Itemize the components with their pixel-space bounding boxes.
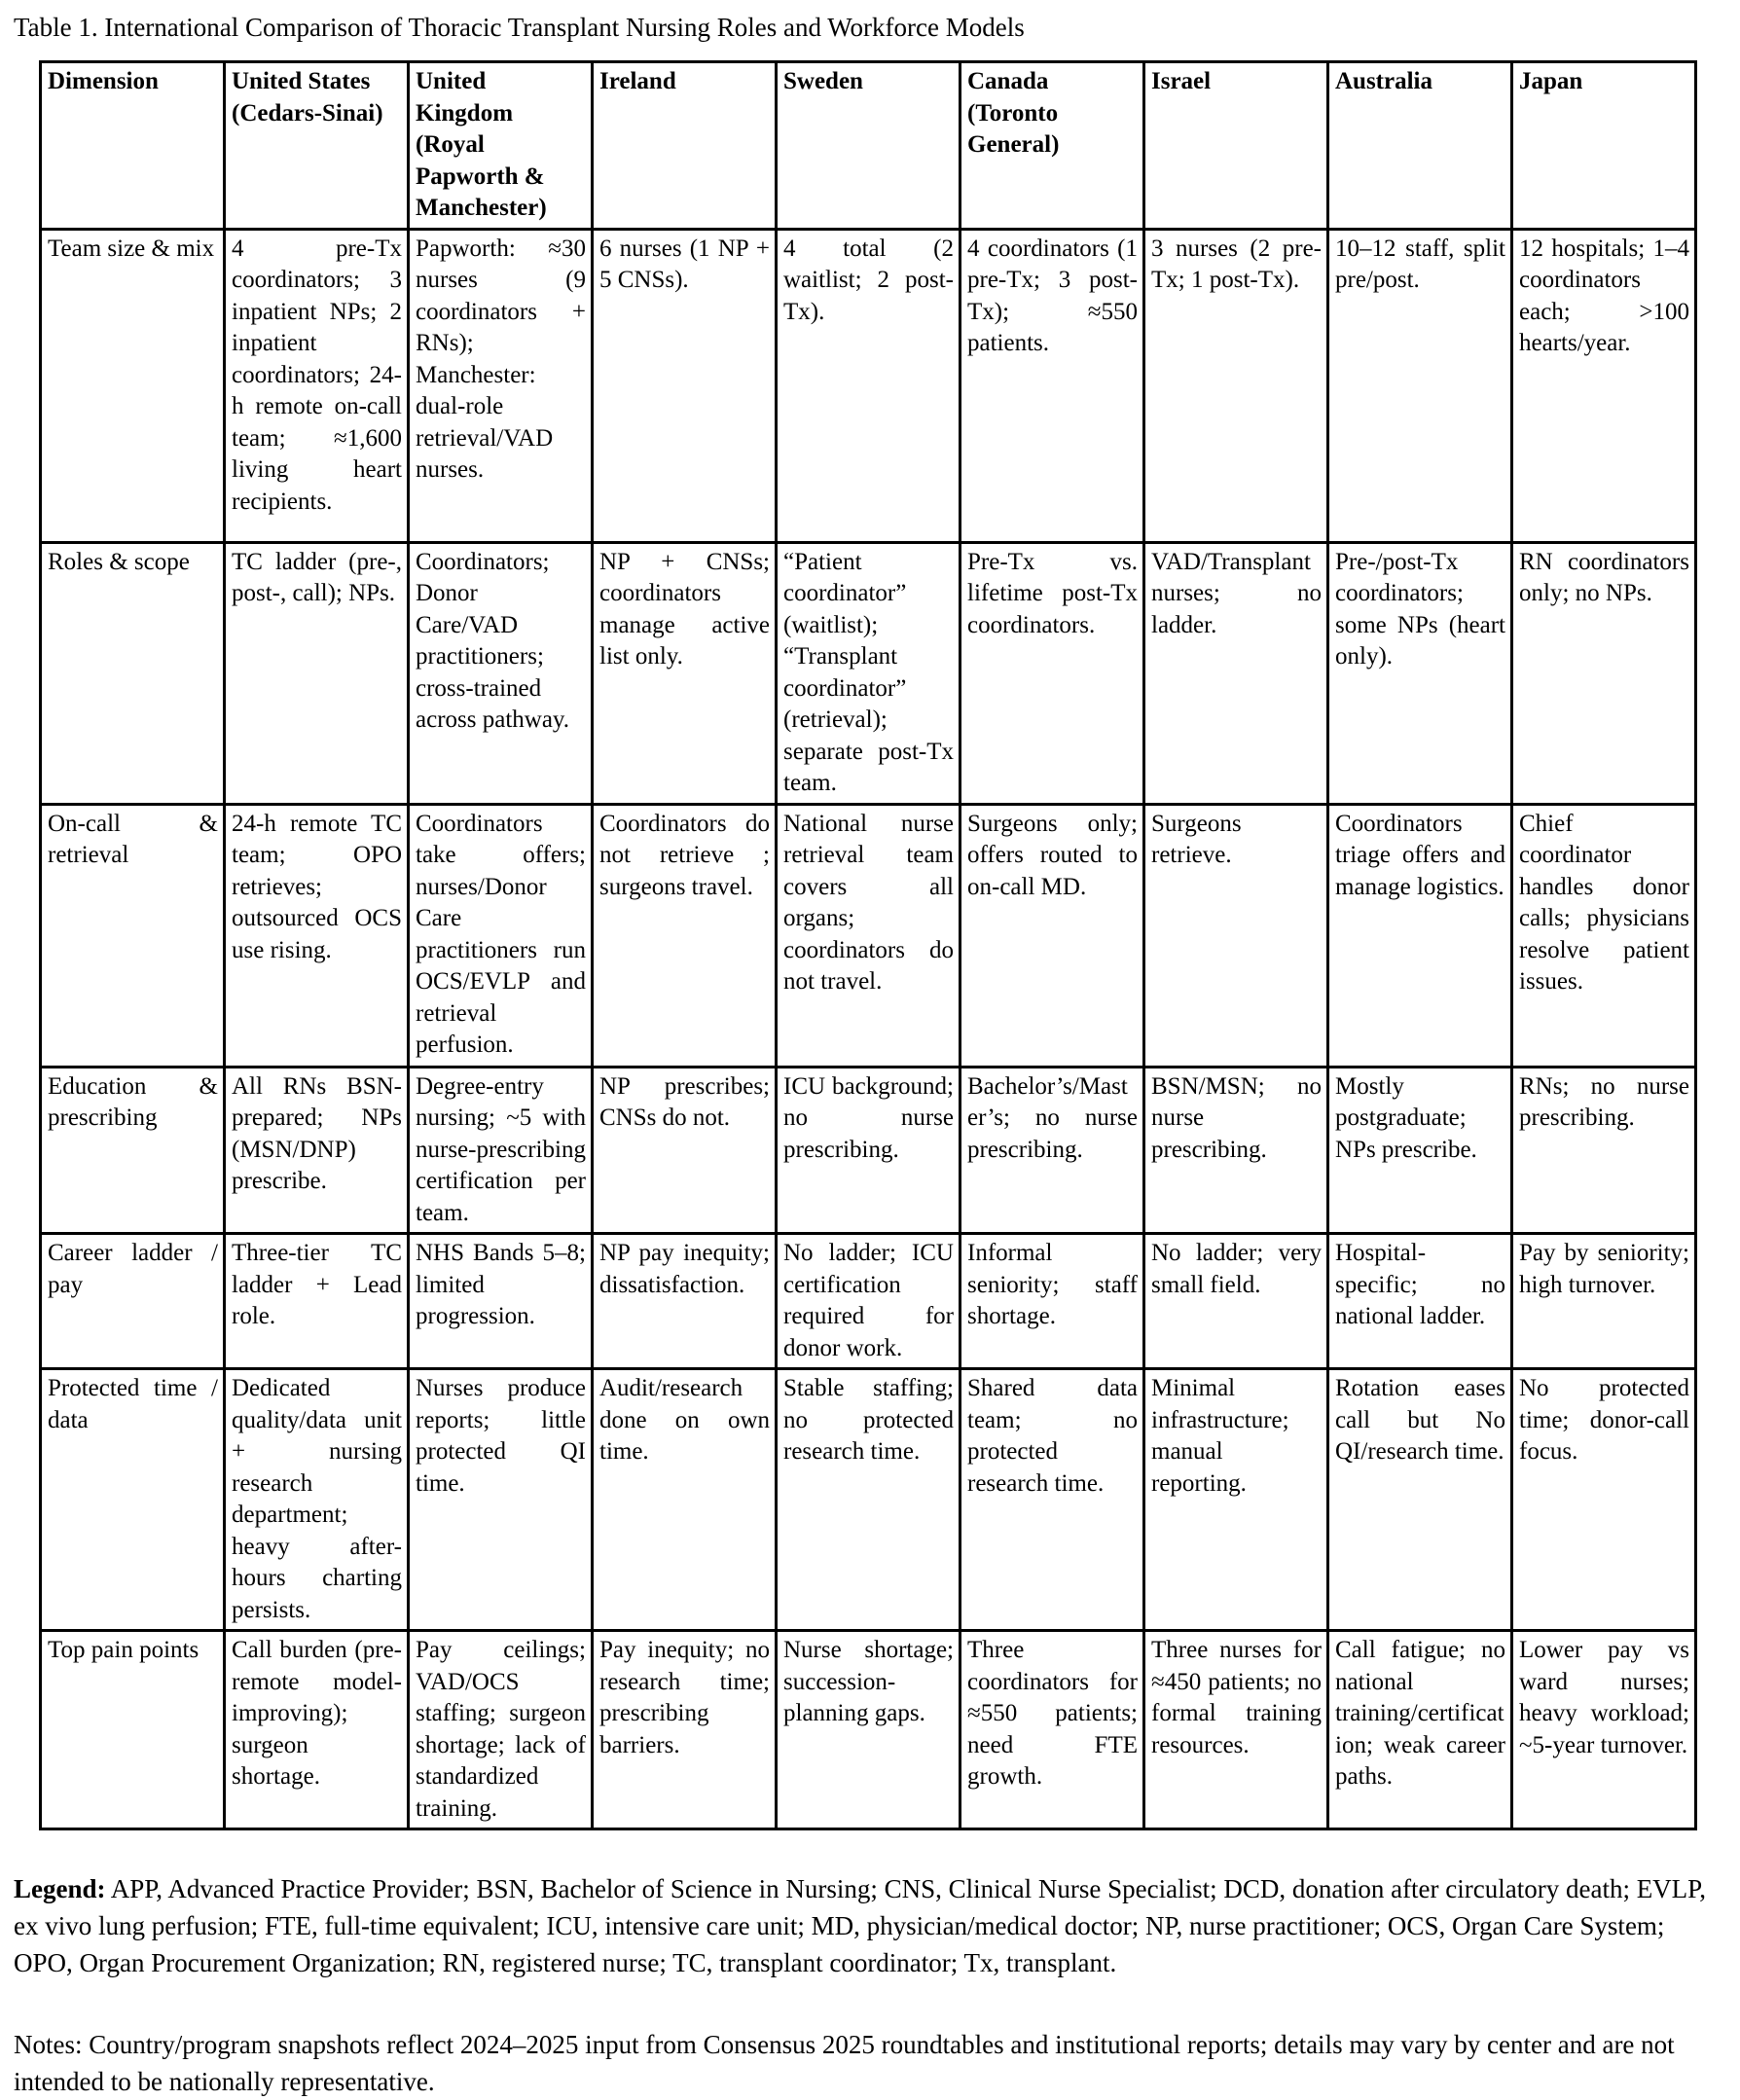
table-cell: Pay inequity; no research time; prescribing barriers. bbox=[593, 1631, 777, 1829]
table-cell: Pay by seniority; high turnover. bbox=[1512, 1234, 1696, 1369]
row-label-career-ladder-pay: Career ladder / pay bbox=[41, 1234, 225, 1369]
row-label-top-pain-points: Top pain points bbox=[41, 1631, 225, 1829]
table-row-career-ladder-pay bbox=[41, 1234, 1696, 1369]
table-cell: Bachelor’s/Master’s; no nurse prescribing. bbox=[961, 1067, 1144, 1234]
table-cell: BSN/MSN; no nurse prescribing. bbox=[1144, 1067, 1328, 1234]
table-cell: National nurse retrieval team covers all organs; coordinators do not travel. bbox=[777, 804, 961, 1067]
table-cell: No protected time; donor-call focus. bbox=[1512, 1369, 1696, 1631]
table-row-protected-time-data bbox=[41, 1369, 1696, 1631]
table-cell: Stable staffing; no protected research time. bbox=[777, 1369, 961, 1631]
table-cell: 4 pre-Tx coordinators; 3 inpatient NPs; 2 inpatient coordinators; 24-h remote on-call team; ≈1,600 living heart recipients. bbox=[225, 229, 409, 542]
table-row-roles-scope bbox=[41, 542, 1696, 804]
table-cell: Coordinators take offers; nurses/Donor Care practitioners run OCS/EVLP and retrieval perfusion. bbox=[409, 804, 593, 1067]
table-cell: RN coordinators only; no NPs. bbox=[1512, 542, 1696, 804]
column-header-australia: Australia bbox=[1328, 62, 1512, 230]
table-cell: Shared data team; no protected research time. bbox=[961, 1369, 1144, 1631]
table-row-on-call-retrieval bbox=[41, 804, 1696, 1067]
table-cell: Lower pay vs ward nurses; heavy workload; ~5-year turnover. bbox=[1512, 1631, 1696, 1829]
legend-text: APP, Advanced Practice Provider; BSN, Bachelor of Science in Nursing; CNS, Clinical Nurse Specialist; DCD, donation after circulatory death; EVLP, ex vivo lung perfusion; FTE, full-time equivalent; ICU, intensive care unit; MD, physician/medical doctor; NP, nurse practitioner; OCS, Organ Care System; OPO, Organ Procurement Organization; RN, registered nurse; TC, transplant coordinator; Tx, transplant. bbox=[14, 1874, 1706, 1977]
table-cell: 12 hospitals; 1–4 coordinators each; >100 hearts/year. bbox=[1512, 229, 1696, 542]
column-header-canada: Canada (Toronto General) bbox=[961, 62, 1144, 230]
table-cell: Call fatigue; no national training/certification; weak career paths. bbox=[1328, 1631, 1512, 1829]
legend bbox=[14, 1871, 1722, 1981]
table-cell: Three-tier TC ladder + Lead role. bbox=[225, 1234, 409, 1369]
column-header-united-kingdom: United Kingdom (Royal Papworth & Manchester) bbox=[409, 62, 593, 230]
table-cell: NHS Bands 5–8; limited progression. bbox=[409, 1234, 593, 1369]
table-cell: Audit/research done on own time. bbox=[593, 1369, 777, 1631]
table-cell: RNs; no nurse prescribing. bbox=[1512, 1067, 1696, 1234]
table-cell: Mostly postgraduate; NPs prescribe. bbox=[1328, 1067, 1512, 1234]
column-header-united-states: United States (Cedars-Sinai) bbox=[225, 62, 409, 230]
table-cell: Informal seniority; staff shortage. bbox=[961, 1234, 1144, 1369]
table-cell: Nurses produce reports; little protected QI time. bbox=[409, 1369, 593, 1631]
table-row-top-pain-points bbox=[41, 1631, 1696, 1829]
table-cell: Papworth: ≈30 nurses (9 coordinators + RNs); Manchester: dual-role retrieval/VAD nurses. bbox=[409, 229, 593, 542]
header-row bbox=[41, 62, 1696, 230]
table-cell: Coordinators; Donor Care/VAD practitioners; cross-trained across pathway. bbox=[409, 542, 593, 804]
row-label-roles-scope: Roles & scope bbox=[41, 542, 225, 804]
table-cell: Nurse shortage; succession-planning gaps. bbox=[777, 1631, 961, 1829]
column-header-japan: Japan bbox=[1512, 62, 1696, 230]
table-row-education-prescribing bbox=[41, 1067, 1696, 1234]
page-title: Table 1. International Comparison of Thoracic Transplant Nursing Roles and Workforce Models bbox=[14, 13, 1025, 42]
table-row-team-size-mix bbox=[41, 229, 1696, 542]
table-cell: Pre-/post-Tx coordinators; some NPs (heart only). bbox=[1328, 542, 1512, 804]
column-header-ireland: Ireland bbox=[593, 62, 777, 230]
table-cell: Rotation eases call but No QI/research time. bbox=[1328, 1369, 1512, 1631]
notes: Notes: Country/program snapshots reflect 2024–2025 input from Consensus 2025 roundtables and institutional reports; details may vary by center and are not intended to be nationally representative. bbox=[14, 2029, 1675, 2096]
table-cell: NP pay inequity; dissatisfaction. bbox=[593, 1234, 777, 1369]
table-cell: 10–12 staff, split pre/post. bbox=[1328, 229, 1512, 542]
column-header-dimension: Dimension bbox=[41, 62, 225, 230]
column-header-israel: Israel bbox=[1144, 62, 1328, 230]
table-cell: ICU background; no nurse prescribing. bbox=[777, 1067, 961, 1234]
table-cell: Pre-Tx vs. lifetime post-Tx coordinators. bbox=[961, 542, 1144, 804]
row-label-protected-time-data: Protected time / data bbox=[41, 1369, 225, 1631]
table-cell: 3 nurses (2 pre-Tx; 1 post-Tx). bbox=[1144, 229, 1328, 542]
comparison-table bbox=[39, 60, 1697, 1830]
table-cell: Chief coordinator handles donor calls; physicians resolve patient issues. bbox=[1512, 804, 1696, 1067]
table-cell: Coordinators do not retrieve ; surgeons travel. bbox=[593, 804, 777, 1067]
table-cell: All RNs BSN-prepared; NPs (MSN/DNP) prescribe. bbox=[225, 1067, 409, 1234]
table-cell: Coordinators triage offers and manage logistics. bbox=[1328, 804, 1512, 1067]
table-cell: Call burden (pre-remote model-improving); surgeon shortage. bbox=[225, 1631, 409, 1829]
table-cell: Hospital-specific; no national ladder. bbox=[1328, 1234, 1512, 1369]
table-cell: Surgeons retrieve. bbox=[1144, 804, 1328, 1067]
table-cell: Degree-entry nursing; ~5 with nurse-prescribing certification per team. bbox=[409, 1067, 593, 1234]
table-cell: Three coordinators for ≈550 patients; need FTE growth. bbox=[961, 1631, 1144, 1829]
table-cell: Dedicated quality/data unit + nursing research department; heavy after-hours charting persists. bbox=[225, 1369, 409, 1631]
table-cell: Three nurses for ≈450 patients; no formal training resources. bbox=[1144, 1631, 1328, 1829]
table-cell: Minimal infrastructure; manual reporting. bbox=[1144, 1369, 1328, 1631]
table-cell: VAD/Transplant nurses; no ladder. bbox=[1144, 542, 1328, 804]
row-label-on-call-retrieval: On-call & retrieval bbox=[41, 804, 225, 1067]
table-cell: 4 coordinators (1 pre-Tx; 3 post-Tx); ≈550 patients. bbox=[961, 229, 1144, 542]
row-label-education-prescribing: Education & prescribing bbox=[41, 1067, 225, 1234]
legend-label: Legend: bbox=[14, 1874, 106, 1904]
table-cell: 24-h remote TC team; OPO retrieves; outsourced OCS use rising. bbox=[225, 804, 409, 1067]
table-cell: 6 nurses (1 NP + 5 CNSs). bbox=[593, 229, 777, 542]
table-cell: 4 total (2 waitlist; 2 post-Tx). bbox=[777, 229, 961, 542]
table-cell: No ladder; ICU certification required for donor work. bbox=[777, 1234, 961, 1369]
column-header-sweden: Sweden bbox=[777, 62, 961, 230]
table-cell: Surgeons only; offers routed to on-call MD. bbox=[961, 804, 1144, 1067]
table-cell: “Patient coordinator” (waitlist); “Transplant coordinator” (retrieval); separate post-Tx team. bbox=[777, 542, 961, 804]
table-cell: NP + CNSs; coordinators manage active list only. bbox=[593, 542, 777, 804]
table-cell: Pay ceilings; VAD/OCS staffing; surgeon shortage; lack of standardized training. bbox=[409, 1631, 593, 1829]
table-cell: TC ladder (pre-, post-, call); NPs. bbox=[225, 542, 409, 804]
table-cell: No ladder; very small field. bbox=[1144, 1234, 1328, 1369]
table-cell: NP prescribes; CNSs do not. bbox=[593, 1067, 777, 1234]
row-label-team-size-mix: Team size & mix bbox=[41, 229, 225, 542]
